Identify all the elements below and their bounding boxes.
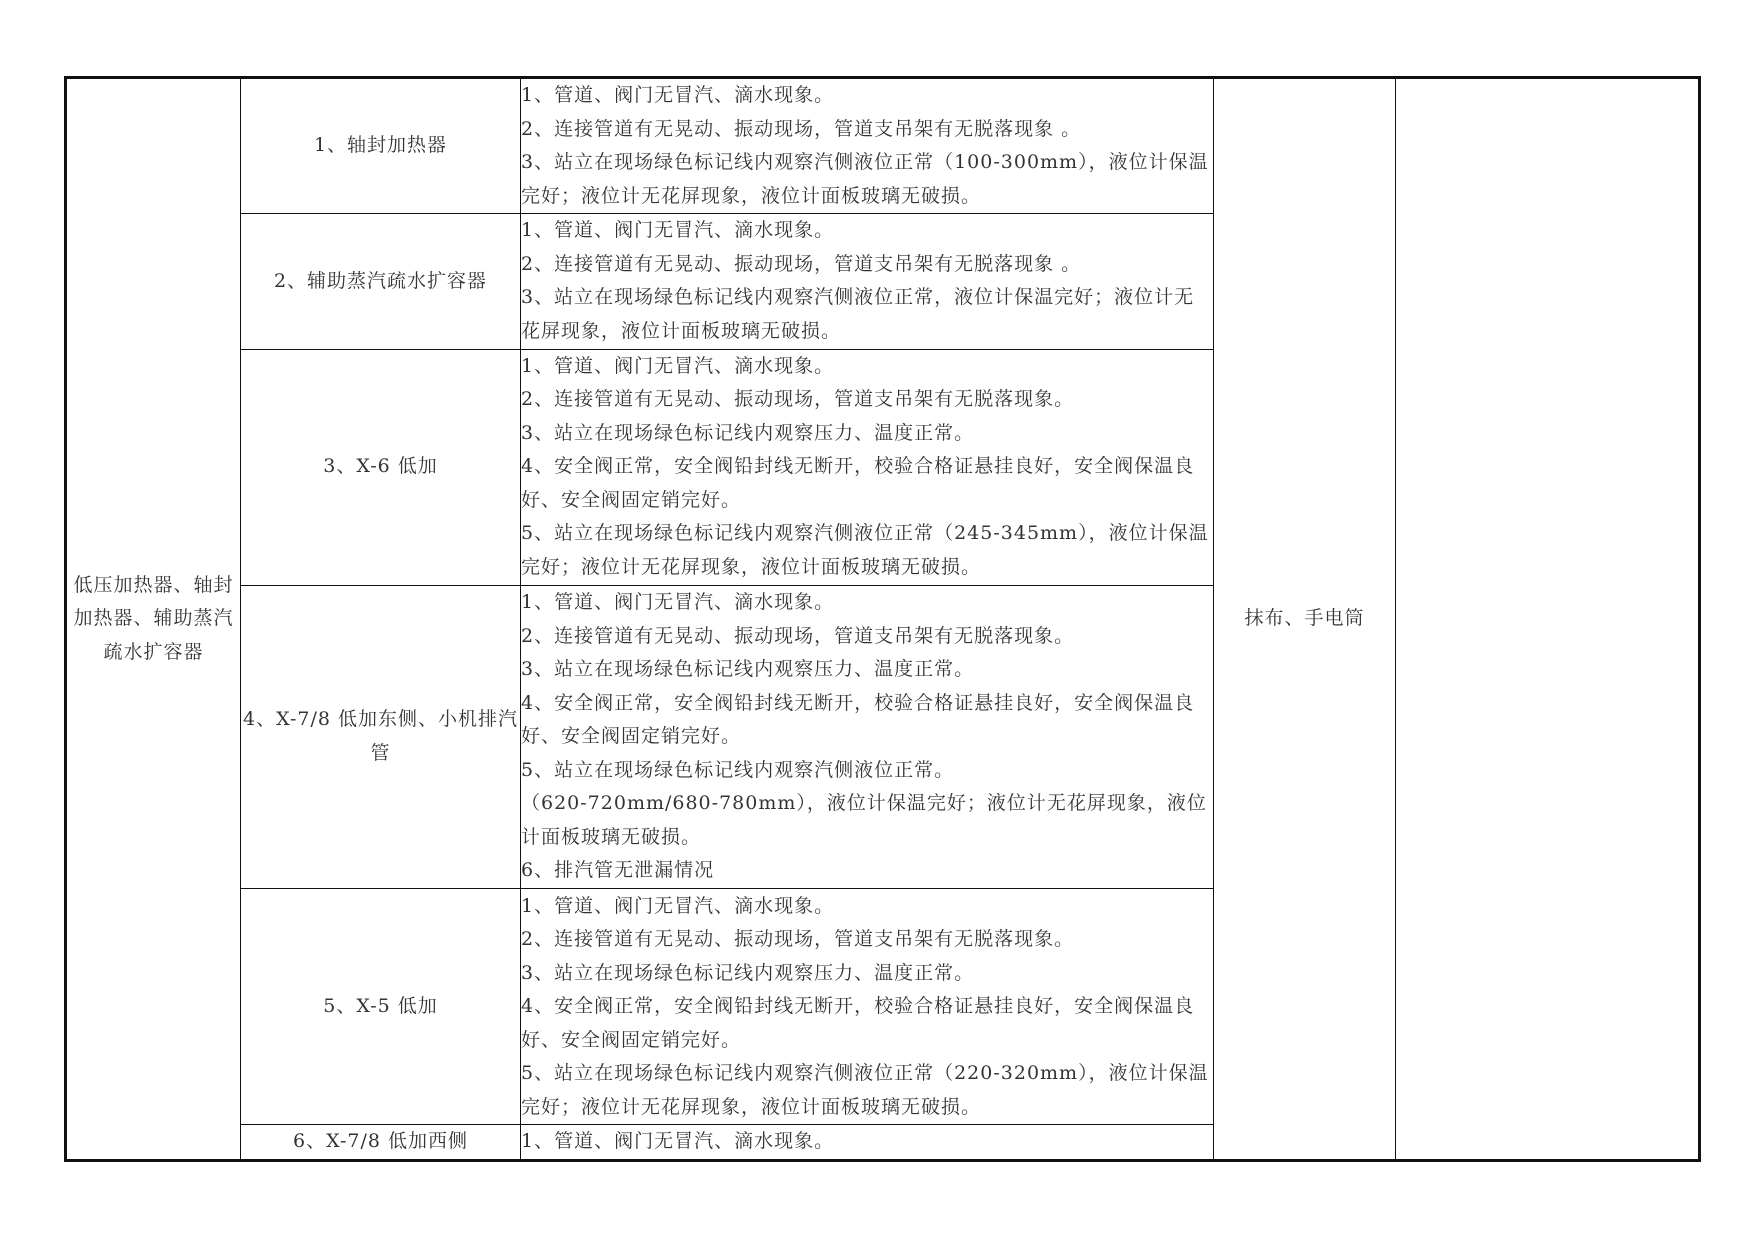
- inspection-items-cell: [521, 78, 1214, 214]
- inspection-item: （620-720mm/680-780mm），液位计保温完好；液位计无花屏现象，液位计面板玻璃无破损。: [521, 792, 1207, 848]
- equipment-cell: 4、X-7/8 低加东侧、小机排汽管: [241, 585, 521, 889]
- equipment-cell: 1、轴封加热器: [241, 78, 521, 214]
- inspection-item: 3、站立在现场绿色标记线内观察压力、温度正常。: [521, 961, 975, 984]
- inspection-item: 3、站立在现场绿色标记线内观察压力、温度正常。: [521, 658, 975, 681]
- inspection-items-cell: [521, 585, 1214, 889]
- inspection-item: 4、安全阀正常，安全阀铅封线无断开，校验合格证悬挂良好，安全阀保温良好、安全阀固定销完好。: [521, 691, 1195, 748]
- inspection-item: 1、管道、阀门无冒汽、滴水现象。: [521, 591, 835, 614]
- category-cell: 低压加热器、轴封加热器、辅助蒸汽疏水扩容器: [66, 78, 241, 1161]
- inspection-item: 6、排汽管无泄漏情况: [521, 859, 715, 882]
- inspection-item: 5、站立在现场绿色标记线内观察汽侧液位正常（245-345mm），液位计保温完好；液位计无花屏现象，液位计面板玻璃无破损。: [521, 522, 1209, 578]
- inspection-item: 5、站立在现场绿色标记线内观察汽侧液位正常。: [521, 758, 955, 781]
- inspection-item: 3、站立在现场绿色标记线内观察汽侧液位正常（100-300mm），液位计保温完好；液位计无花屏现象，液位计面板玻璃无破损。: [521, 151, 1209, 207]
- inspection-item: 2、连接管道有无晃动、振动现场，管道支吊架有无脱落现象 。: [521, 117, 1082, 140]
- inspection-items-cell: [521, 889, 1214, 1125]
- inspection-item: 3、站立在现场绿色标记线内观察压力、温度正常。: [521, 421, 975, 444]
- equipment-cell: 3、X-6 低加: [241, 349, 521, 585]
- equipment-cell: 2、辅助蒸汽疏水扩容器: [241, 214, 521, 349]
- inspection-items-cell: [521, 1125, 1214, 1161]
- remarks-cell: [1396, 78, 1700, 1161]
- inspection-table: [64, 76, 1701, 1162]
- inspection-item: 2、连接管道有无晃动、振动现场，管道支吊架有无脱落现象。: [521, 624, 1075, 647]
- inspection-item: 1、管道、阀门无冒汽、滴水现象。: [521, 354, 835, 377]
- inspection-item: 3、站立在现场绿色标记线内观察汽侧液位正常，液位计保温完好；液位计无花屏现象，液位计面板玻璃无破损。: [521, 286, 1195, 342]
- inspection-item: 2、连接管道有无晃动、振动现场，管道支吊架有无脱落现象 。: [521, 252, 1082, 275]
- inspection-item: 4、安全阀正常，安全阀铅封线无断开，校验合格证悬挂良好，安全阀保温良好、安全阀固定销完好。: [521, 455, 1195, 511]
- inspection-items-cell: [521, 214, 1214, 349]
- inspection-item: 1、管道、阀门无冒汽、滴水现象。: [521, 894, 835, 917]
- inspection-item: 1、管道、阀门无冒汽、滴水现象。: [521, 1130, 835, 1153]
- inspection-item: 2、连接管道有无晃动、振动现场，管道支吊架有无脱落现象。: [521, 928, 1075, 951]
- table-row: [66, 78, 1700, 214]
- inspection-item: 1、管道、阀门无冒汽、滴水现象。: [521, 219, 835, 242]
- inspection-item: 1、管道、阀门无冒汽、滴水现象。: [521, 84, 835, 107]
- equipment-cell: 5、X-5 低加: [241, 889, 521, 1125]
- tools-cell: 抹布、手电筒: [1214, 78, 1396, 1161]
- inspection-items-cell: [521, 349, 1214, 585]
- equipment-cell: 6、X-7/8 低加西侧: [241, 1125, 521, 1161]
- inspection-item: 4、安全阀正常，安全阀铅封线无断开，校验合格证悬挂良好，安全阀保温良好、安全阀固定销完好。: [521, 995, 1195, 1051]
- inspection-item: 5、站立在现场绿色标记线内观察汽侧液位正常（220-320mm），液位计保温完好；液位计无花屏现象，液位计面板玻璃无破损。: [521, 1062, 1209, 1118]
- inspection-item: 2、连接管道有无晃动、振动现场，管道支吊架有无脱落现象。: [521, 388, 1075, 411]
